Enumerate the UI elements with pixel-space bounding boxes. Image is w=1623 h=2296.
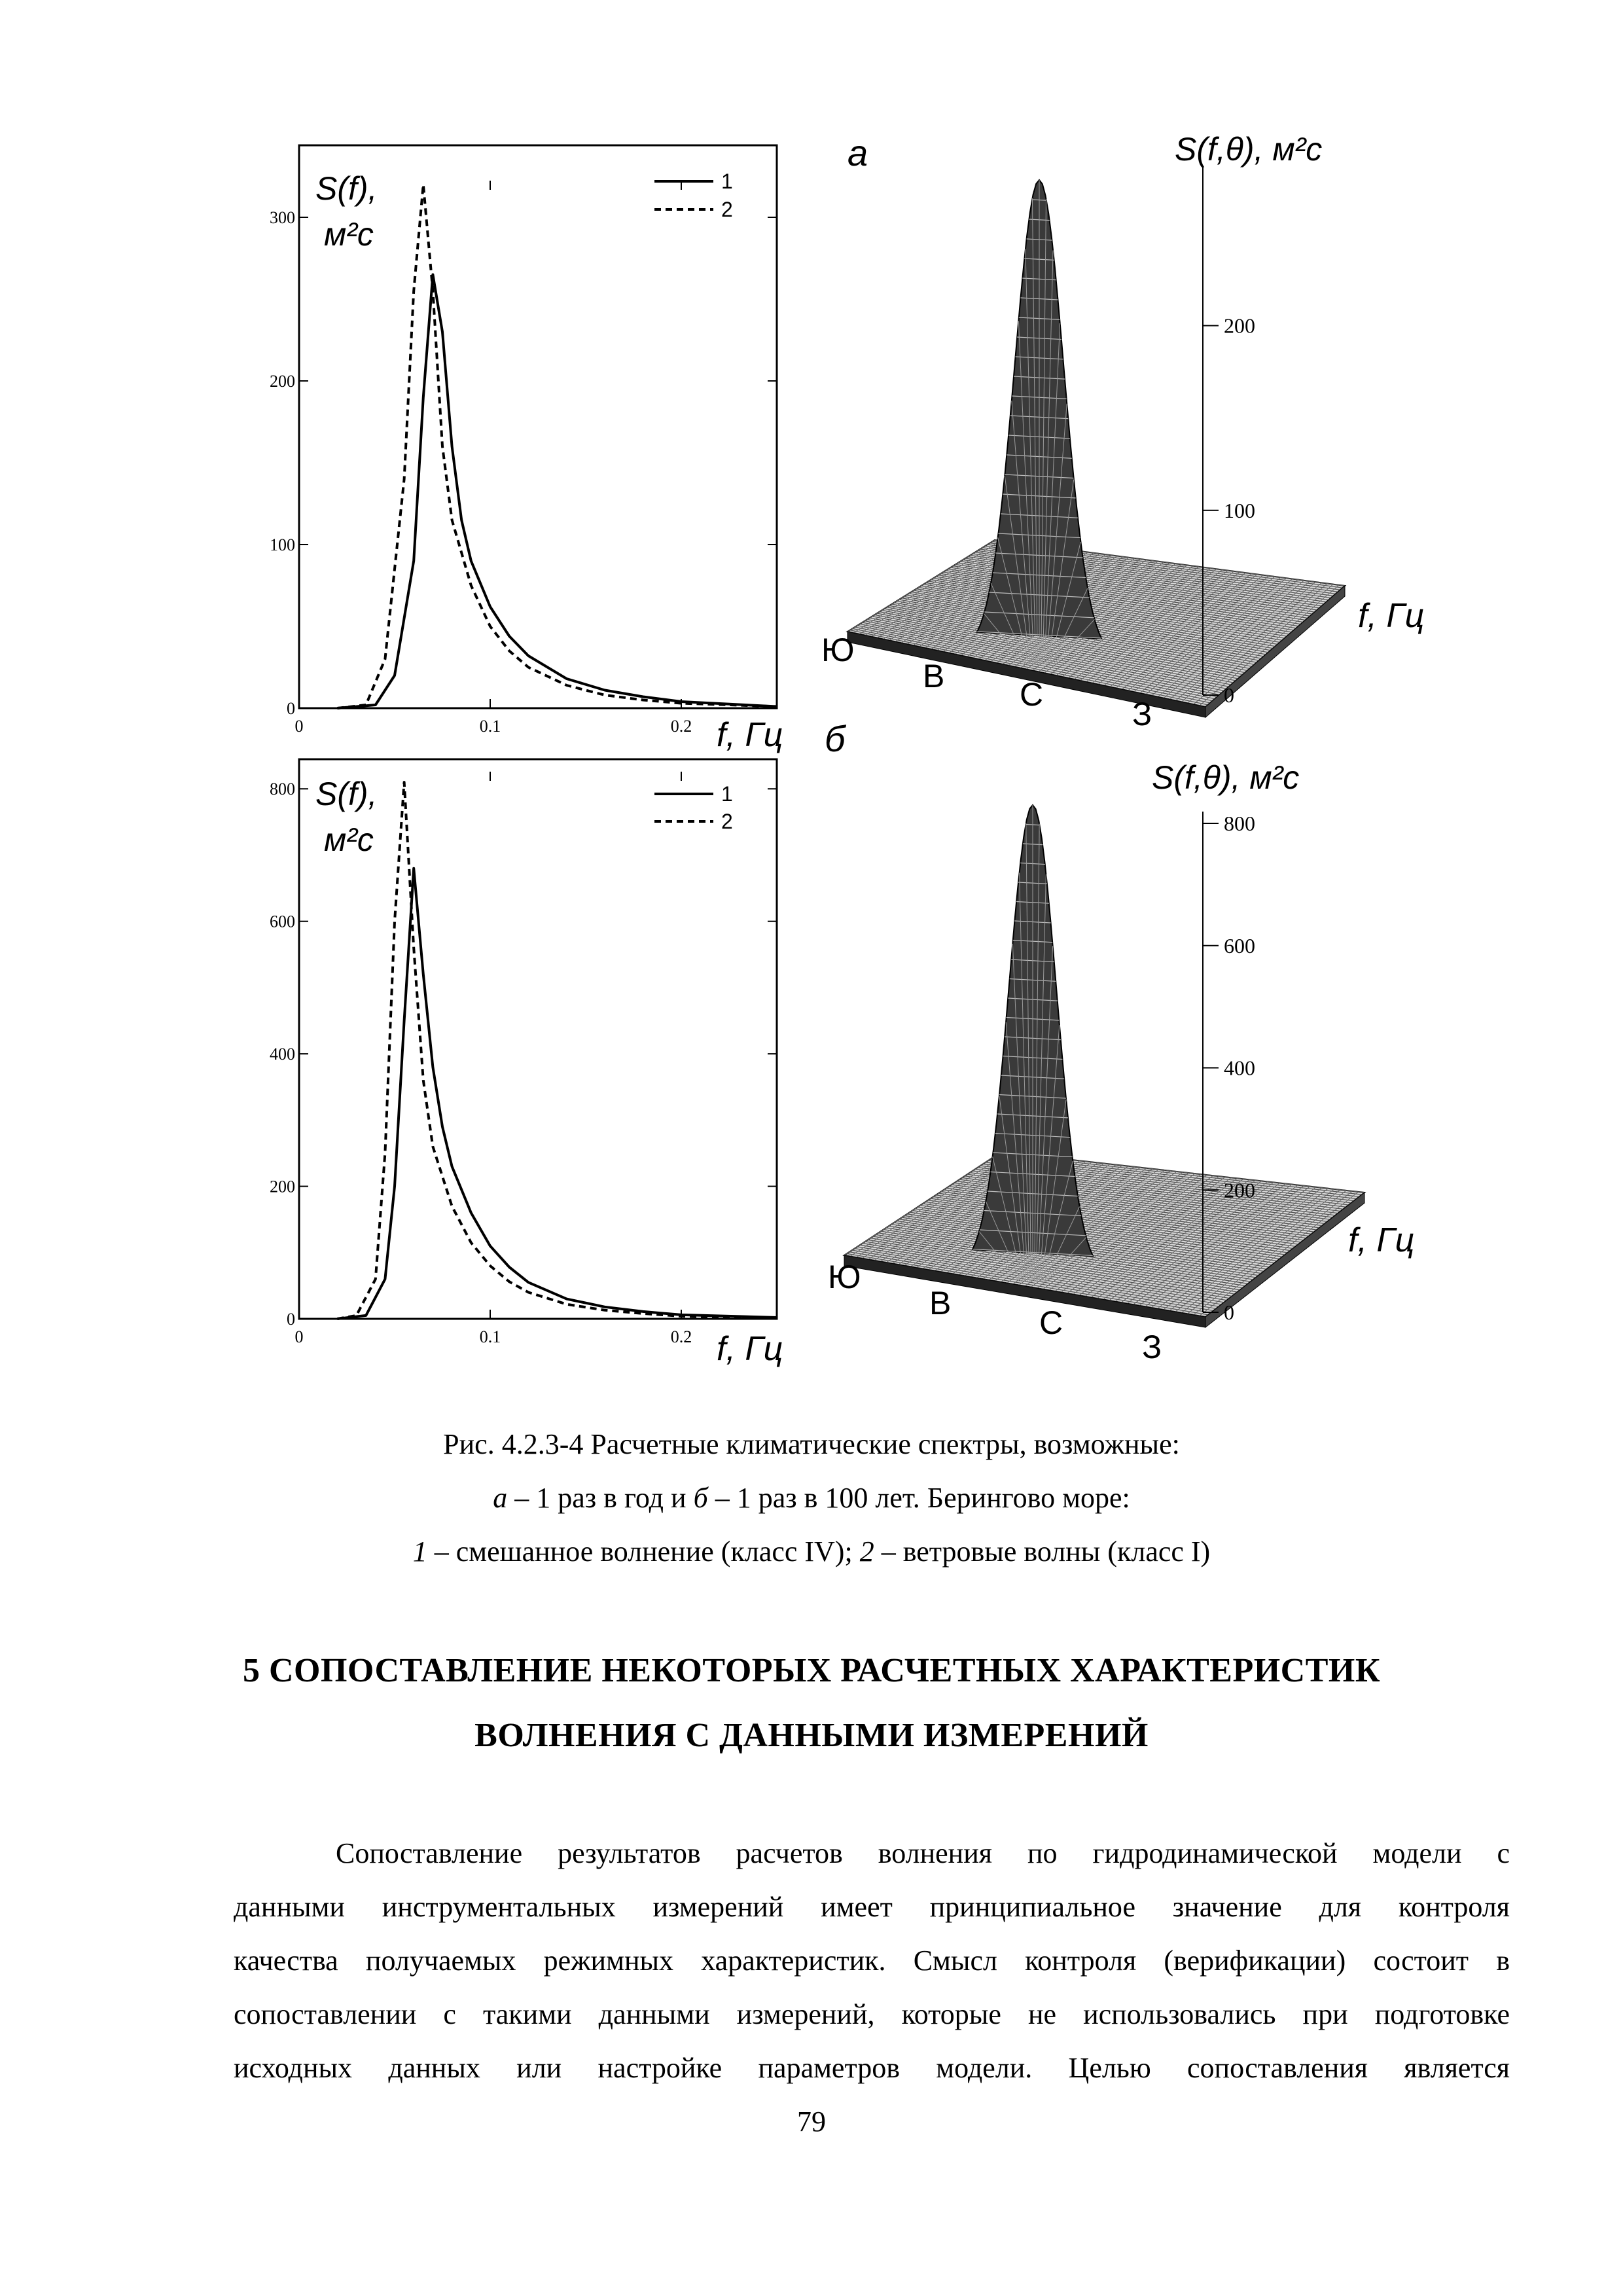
y-tick-label: 800: [270, 780, 295, 799]
y-tick-label: 200: [270, 372, 295, 391]
surface-b-dir-w: З: [1142, 1329, 1162, 1365]
surface-plot-b: [825, 718, 1414, 1365]
surface-a-zlabel: S(f,θ), м²с: [1175, 131, 1323, 168]
page-number: 79: [797, 2106, 826, 2138]
surface-b-peak: [972, 805, 1093, 1282]
x-tick-label: 0: [294, 1327, 304, 1346]
y-tick-label: 200: [270, 1177, 295, 1196]
surface-b-flabel: f, Гц: [1348, 1221, 1415, 1259]
surface-a-peak: [977, 180, 1101, 664]
z-tick-label: 200: [1224, 1178, 1255, 1202]
chart-a-ylabel-bottom: м²с: [324, 216, 374, 253]
caption-series-1: 1: [412, 1535, 427, 1568]
chart-b-ylabel-top: S(f),: [315, 776, 378, 812]
caption-series-2: 2: [859, 1535, 874, 1568]
legend-a-label-2: 2: [721, 198, 733, 221]
z-tick-label: 0: [1224, 683, 1234, 707]
z-tick-label: 100: [1224, 498, 1255, 522]
surface-b-dir-e: В: [929, 1285, 952, 1321]
section-heading-line-2: ВОЛНЕНИЯ С ДАННЫМИ ИЗМЕРЕНИЙ: [474, 1717, 1149, 1754]
body-line: исходных данных или настройке параметров модели. Целью сопоставления является: [234, 2052, 1510, 2084]
x-tick-label: 0.1: [479, 717, 501, 736]
caption-line3-mid: – смешанное волнение (класс IV);: [427, 1535, 860, 1568]
surface-b-plane: [844, 1152, 1364, 1327]
surface-plot-a: [821, 131, 1424, 732]
spectrum-chart-a: [270, 145, 783, 754]
x-tick-label: 0.2: [670, 1327, 692, 1346]
caption-panel-b: б: [693, 1482, 708, 1514]
y-tick-label: 0: [287, 699, 295, 718]
figure-caption-line-1: Рис. 4.2.3-4 Расчетные климатические спектры, возможные:: [443, 1428, 1180, 1460]
surface-b-dir-s: Ю: [828, 1259, 861, 1295]
chart-b-xlabel: f, Гц: [717, 1330, 783, 1368]
legend-b-label-2: 2: [721, 810, 733, 833]
chart-a-xlabel: f, Гц: [717, 716, 783, 754]
panel-b-label: б: [825, 718, 846, 759]
z-tick-label: 800: [1224, 812, 1255, 835]
caption-line3-end: – ветровые волны (класс I): [874, 1535, 1211, 1568]
z-tick-label: 400: [1224, 1056, 1255, 1080]
y-tick-label: 600: [270, 912, 295, 931]
z-tick-label: 600: [1224, 933, 1255, 958]
body-line: сопоставлении с такими данными измерений, которые не использовались при подготовке: [234, 1998, 1510, 2030]
spectrum-chart-b: [270, 759, 783, 1368]
series-line-1: [337, 869, 777, 1319]
panel-a-label: а: [847, 132, 868, 173]
figure-caption-line-2: [0, 1484, 1623, 1513]
legend-a-label-1: 1: [721, 170, 733, 193]
surface-b-dir-n: С: [1039, 1304, 1063, 1341]
surface-a-flabel: f, Гц: [1358, 597, 1425, 635]
chart-b-ylabel-bottom: м²с: [324, 821, 374, 858]
surface-a-dir-e: В: [923, 658, 945, 694]
caption-line2-end: – 1 раз в 100 лет. Берингово море:: [707, 1482, 1130, 1514]
surface-a-dir-w: З: [1132, 696, 1152, 732]
figure-caption-line-3: [0, 1537, 1623, 1566]
body-line: Сопоставление результатов расчетов волнения по гидродинамической модели с: [336, 1837, 1510, 1869]
y-tick-label: 300: [270, 208, 295, 227]
surface-b-zlabel: S(f,θ), м²с: [1152, 759, 1300, 796]
z-tick-label: 200: [1224, 314, 1255, 338]
chart-a-ylabel-top: S(f),: [315, 170, 378, 207]
caption-line2-mid: – 1 раз в год и: [507, 1482, 694, 1514]
caption-panel-a: а: [493, 1482, 508, 1514]
x-tick-label: 0.2: [670, 717, 692, 736]
x-tick-label: 0: [294, 717, 304, 736]
body-line: качества получаемых режимных характеристик. Смысл контроля (верификации) состоит в: [234, 1945, 1510, 1977]
y-tick-label: 0: [287, 1310, 295, 1329]
legend-b-label-1: 1: [721, 782, 733, 806]
surface-a-dir-s: Ю: [821, 632, 855, 668]
section-heading-line-1: 5 СОПОСТАВЛЕНИЕ НЕКОТОРЫХ РАСЧЕТНЫХ ХАРАКТЕРИСТИК: [242, 1652, 1381, 1689]
y-tick-label: 400: [270, 1045, 295, 1064]
y-tick-label: 100: [270, 535, 295, 554]
x-tick-label: 0.1: [479, 1327, 501, 1346]
chart-a-ticks: [270, 181, 777, 736]
z-tick-label: 0: [1224, 1300, 1234, 1324]
chart-a-series: [337, 185, 777, 708]
surface-a-dir-n: С: [1020, 676, 1044, 713]
body-line: данными инструментальных измерений имеет принципиальное значение для контроля: [234, 1891, 1510, 1923]
chart-b-series: [337, 782, 777, 1319]
